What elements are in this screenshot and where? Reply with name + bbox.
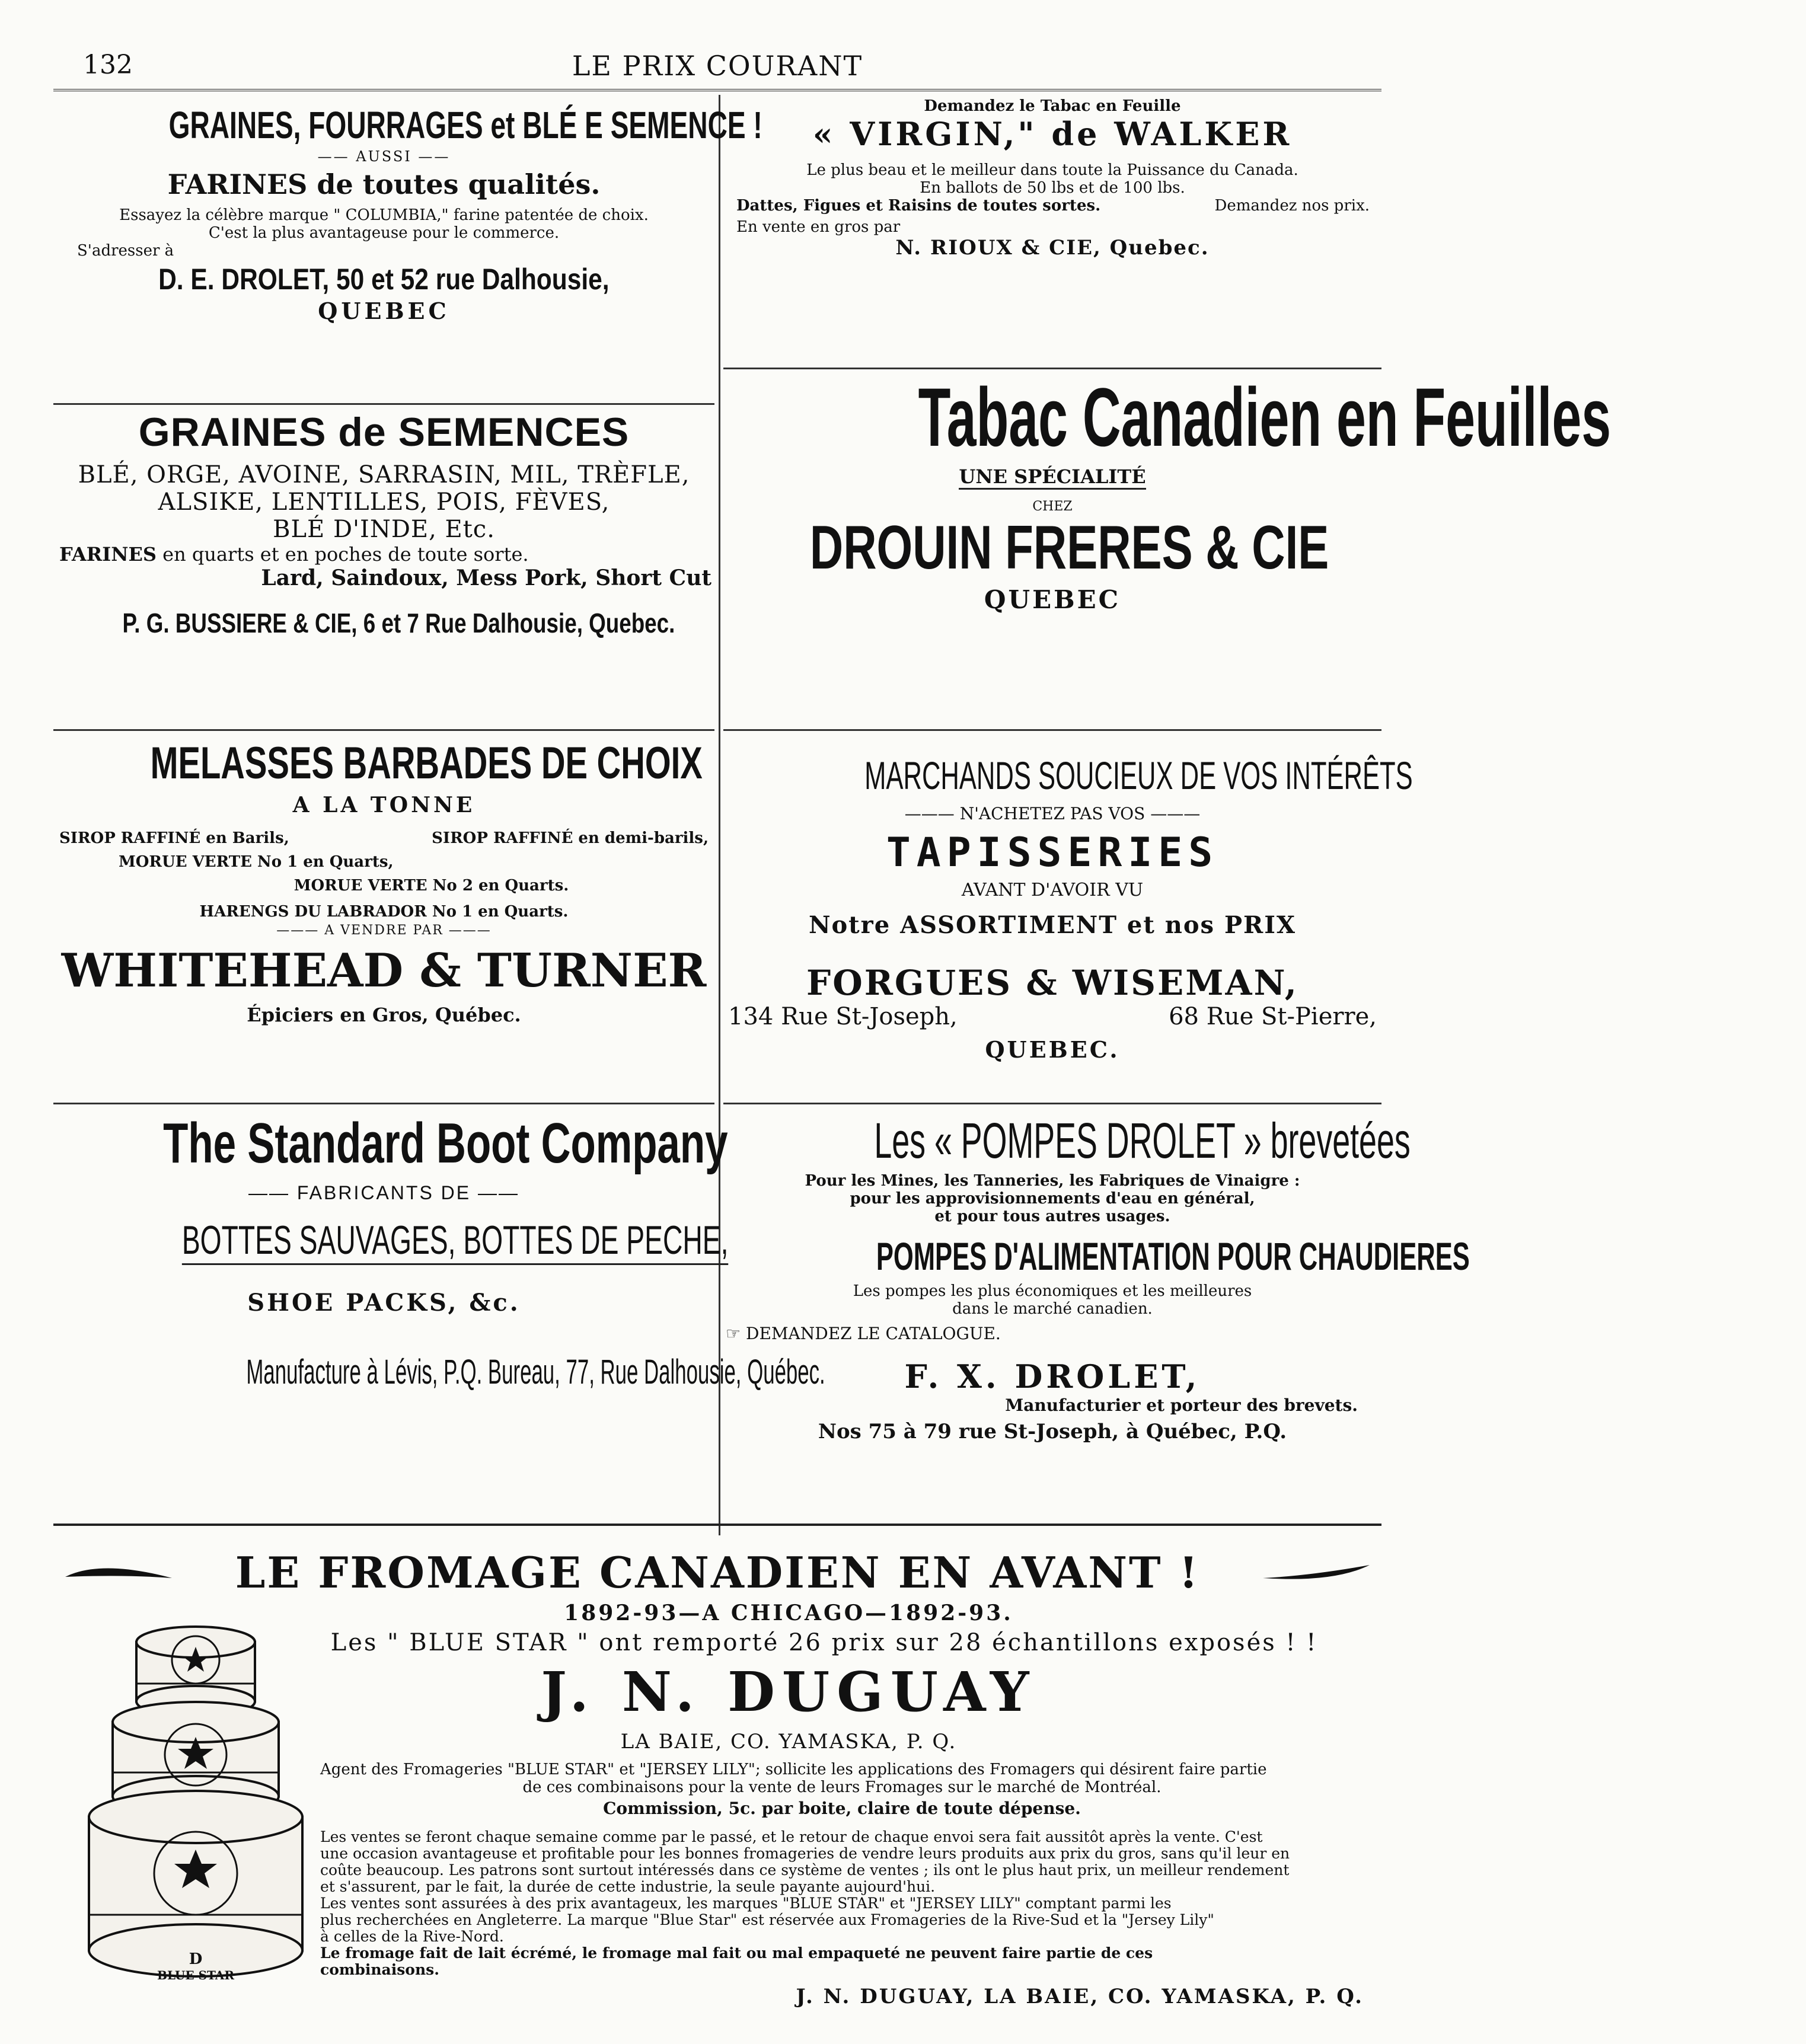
graines-semences-headline: GRAINES de SEMENCES [138,410,630,455]
duguay-fromage-ad [53,1541,1381,2016]
divider [53,403,714,405]
drolet-address: D. E. DROLET, 50 et 52 rue Dalhousie, [158,263,610,296]
rioux-firm: N. RIOUX & CIE, Quebec. [895,236,1210,260]
quebec-city-label: QUEBEC [984,585,1121,615]
pompes-drolet-ad [723,1109,1470,1443]
nachetez-label: ——— N'ACHETEZ PAS VOS ——— [904,804,1201,823]
a-la-tonne-label: A LA TONNE [292,793,476,817]
sales-paragraph-9: combinaisons. [320,1961,439,1978]
morue-1: MORUE VERTE No 1 en Quarts, [119,853,394,871]
agent-line-1: Agent des Fromageries "BLUE STAR" et "JERSEY LILY"; sollicite les applications des Fromagers qui désirent faire partie [320,1761,1267,1778]
notre-assortiment: Notre ASSORTIMENT et nos PRIX [808,911,1297,939]
epiciers-en-gros: Épiciers en Gros, Québec. [247,1004,521,1026]
addr-st-joseph: 134 Rue St-Joseph, [728,1003,958,1030]
drouin-ad [723,371,1612,615]
demandez-catalogue: ☞ DEMANDEZ LE CATALOGUE. [726,1324,1001,1343]
une-specialite: UNE SPÉCIALITÉ [959,465,1145,490]
lard-line: Lard, Saindoux, Mess Pork, Short Cut [261,566,711,590]
section-divider [53,1524,1381,1526]
sirop-demi-barils: SIROP RAFFINÉ en demi-barils, [432,829,709,847]
divider [723,368,1381,369]
sales-paragraph-2: une occasion avantageuse et profitable pour les bonnes fromageries de vendre leurs produits aux prix du gros, sans qu'il leur en [320,1845,1290,1862]
tabac-canadien-headline: Tabac Canadien en Feuilles [918,371,1612,464]
usages-line: et pour tous autres usages. [934,1208,1170,1225]
fabricants-de-label: —— FABRICANTS DE —— [248,1182,520,1203]
sales-paragraph-6: plus recherchées en Angleterre. La marque "Blue Star" est réservée aux Fromageries de la Rive-Sud et la "Jersey Lily" [320,1911,1214,1928]
standard-boot-headline: The Standard Boot Company [163,1112,728,1175]
manufacturier-line: Manufacturier et porteur des brevets. [1005,1395,1358,1415]
mines-line: Pour les Mines, les Tanneries, les Fabriques de Vinaigre : [805,1172,1300,1190]
fx-drolet-firm: F. X. DROLET, [904,1358,1201,1395]
whitehead-turner-name: WHITEHEAD & TURNER [61,944,707,998]
demandez-tabac-label: Demandez le Tabac en Feuille [924,97,1181,115]
shoe-packs: SHOE PACKS, &c. [247,1289,521,1317]
divider [723,1103,1381,1104]
grains-line-1: BLÉ, ORGE, AVOINE, SARRASIN, MIL, TRÈFLE, [78,461,690,488]
newspaper-page [53,41,1612,2016]
en-vente-label: En vente en gros par [736,218,901,236]
sales-paragraph-5: Les ventes sont assurées à des prix avantageux, les marques "BLUE STAR" et "JERSEY LILY" comptant parmi les [320,1895,1172,1912]
eau-line: pour les approvisionnements d'eau en général, [850,1190,1255,1208]
forgues-wiseman-firm: FORGUES & WISEMAN, [806,963,1298,1003]
sadresser-label: S'adresser à [77,242,174,260]
marchands-headline: MARCHANDS SOUCIEUX DE VOS INTÉRÊTS [864,753,1413,797]
harengs: HARENGS DU LABRADOR No 1 en Quarts. [199,903,569,921]
bottes-line: BOTTES SAUVAGES, BOTTES DE PECHE, [182,1217,729,1265]
fromage-headline: LE FROMAGE CANADIEN EN AVANT ! [235,1547,1200,1598]
bussiere-address: P. G. BUSSIERE & CIE, 6 et 7 Rue Dalhousie, Quebec. [122,608,675,638]
marche-canadien-line: dans le marché canadien. [952,1300,1153,1318]
dattes-line: Dattes, Figues et Raisins de toutes sortes. [736,197,1101,215]
chicago-line: 1892-93—A CHICAGO—1892-93. [564,1601,1013,1625]
duguay-firm: J. N. DUGUAY [541,1660,1036,1724]
bluestar-prix-line: Les " BLUE STAR " ont remporté 26 prix sur 28 échantillons exposés ! ! [330,1629,1318,1656]
quebec-city-label: QUEBEC. [985,1036,1120,1063]
box-label: BLUE STAR [157,1968,234,1982]
whitehead-turner-ad [53,735,714,1026]
divider [53,1103,714,1104]
forgues-wiseman-ad [723,735,1413,1063]
chez-label: CHEZ [1032,499,1073,514]
agent-line-2: de ces combinaisons pour la vente de leurs Fromages sur le marché de Montréal. [522,1778,1162,1796]
commission-line: Commission, 5c. par boite, claire de toute dépense. [603,1799,1081,1818]
quebec-city-label: QUEBEC [318,298,450,324]
addr-st-pierre: 68 Rue St-Pierre, [1169,1003,1377,1030]
melasses-headline: MELASSES BARBADES DE CHOIX [150,738,703,788]
tapisseries-headline: TAPISSERIES [886,829,1219,876]
demandez-prix: Demandez nos prix. [1214,197,1370,215]
page-number: 132 [83,50,133,80]
a-vendre-par: ——— A VENDRE PAR ——— [276,923,492,938]
bussiere-ad [53,409,714,639]
aussi-label: —— AUSSI —— [317,148,451,165]
avantageuse-line: C'est la plus avantageuse pour le commerce. [208,224,560,242]
duguay-signature: J. N. DUGUAY, LA BAIE, CO. YAMASKA, P. Q. [796,1985,1364,2008]
sales-paragraph-8: Le fromage fait de lait écrémé, le fromage mal fait ou mal empaqueté ne peuvent faire partie de ces [320,1944,1153,1962]
morue-2: MORUE VERTE No 2 en Quarts. [293,877,569,895]
cheese-boxes-illustration [71,1618,320,2021]
divider [723,729,1381,731]
virgin-walker-headline: « VIRGIN," de WALKER [812,115,1293,153]
page-header [53,41,1381,91]
columbia-line: Essayez la célèbre marque " COLUMBIA," farine patentée de choix. [119,206,649,224]
sales-paragraph-1: Les ventes se feront chaque semaine comme par le passé, et le retour de chaque envoi sera fait aussitôt après la vente. C'est [320,1828,1263,1845]
grains-line-2: ALSIKE, LENTILLES, POIS, FÈVES, [158,488,610,516]
sales-paragraph-3: coûte beaucoup. Les patrons sont surtout intéressés dans ce système de ventes ; ils ont le plus haut prix, un meilleur rendement [320,1861,1290,1879]
grains-line-3: BLÉ D'INDE, Etc. [273,516,495,543]
farines-line: FARINES en quarts et en poches de toute sorte. [59,543,529,566]
plus-beau-line: Le plus beau et le meilleur dans toute la Puissance du Canada. [806,161,1298,179]
divider [53,729,714,731]
pompes-alimentation: POMPES D'ALIMENTATION POUR CHAUDIERES [876,1234,1470,1278]
sales-paragraph-4: et s'assurent, par le fait, la durée de cette industrie, la seule payante aujourd'hui. [320,1878,936,1895]
walker-virgin-ad [723,95,1381,260]
sales-paragraph-7: à celles de la Rive-Nord. [320,1928,504,1945]
drouin-firm: DROUIN FRERES & CIE [809,513,1329,582]
sirop-barils: SIROP RAFFINÉ en Barils, [59,829,289,847]
box-letter: D [189,1950,203,1968]
drolet-graines-ad [53,95,762,324]
column-divider [719,95,720,1535]
graines-fourrages-headline: GRAINES, FOURRAGES et BLÉ E SEMENCE ! [168,104,762,146]
drolet-address: Nos 75 à 79 rue St-Joseph, à Québec, P.Q. [818,1420,1287,1443]
page-title: LE PRIX COURANT [572,50,863,82]
pompes-drolet-headline: Les « POMPES DROLET » brevetées [874,1113,1411,1168]
avant-davoir-vu: AVANT D'AVOIR VU [961,880,1144,900]
duguay-location: LA BAIE, CO. YAMASKA, P. Q. [620,1730,957,1754]
farines-title: FARINES de toutes qualités. [167,168,601,200]
boot-footer-address: Manufacture à Lévis, P.Q. Bureau, 77, Rue Dalhousie, Québec. [246,1353,825,1391]
standard-boot-ad [53,1109,825,1392]
economiques-line: Les pompes les plus économiques et les meilleures [853,1282,1252,1300]
ballots-line: En ballots de 50 lbs et de 100 lbs. [920,179,1185,197]
